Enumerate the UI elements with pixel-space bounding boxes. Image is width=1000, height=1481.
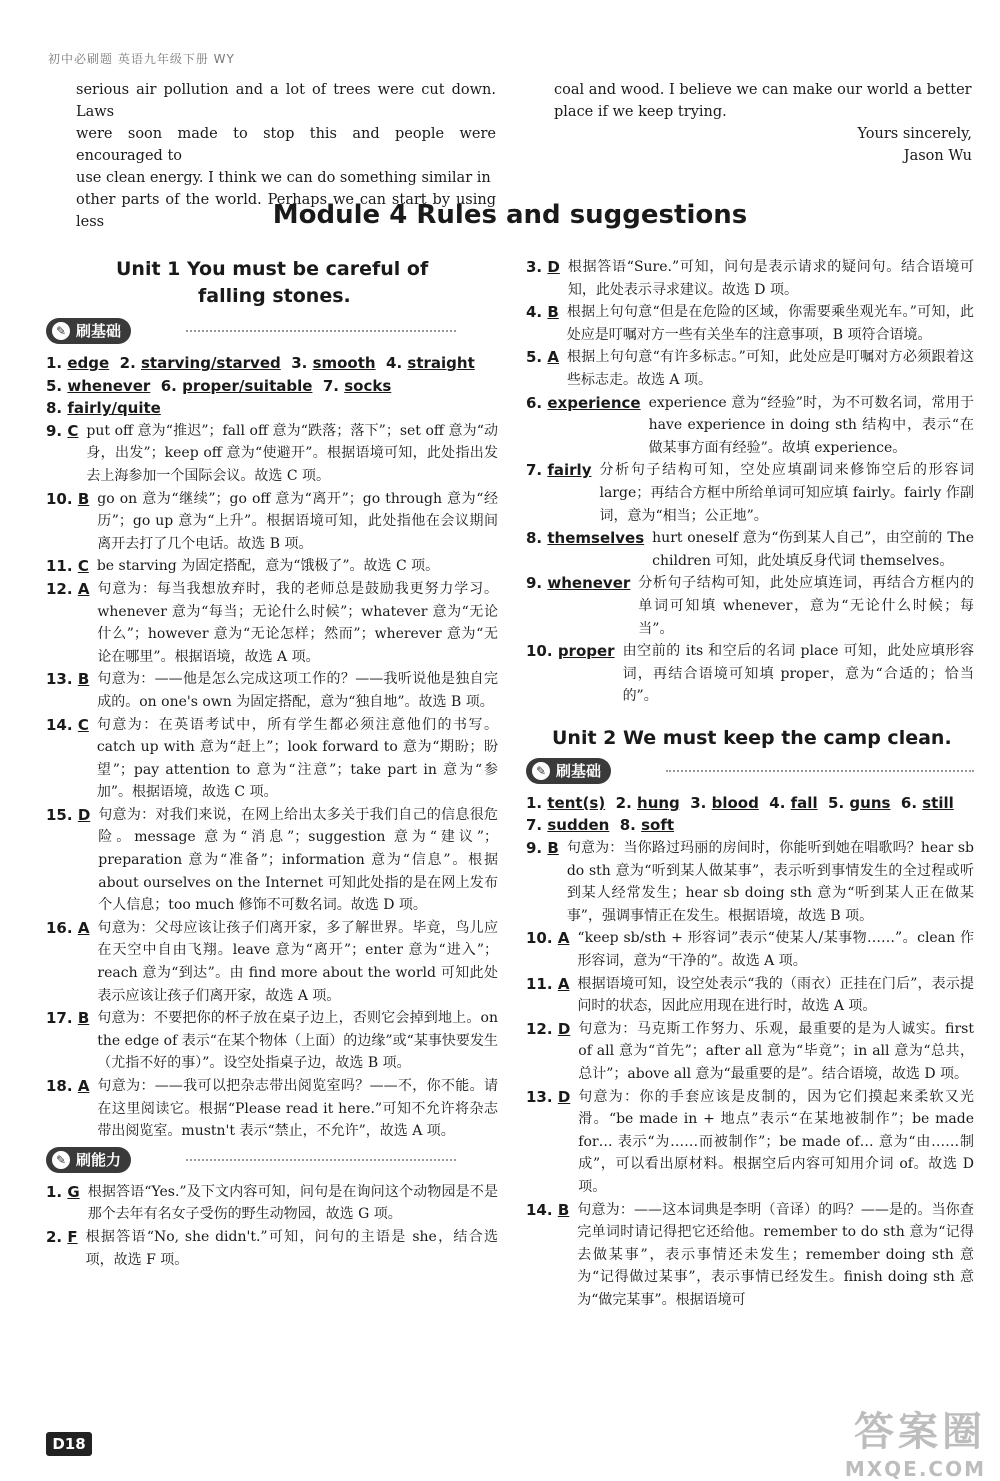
item-number: 3. [526,258,543,276]
explanation-item [46,578,498,668]
answer-number: 2. [119,354,141,372]
item-answer: B [547,839,559,858]
item-answer: G [67,1182,80,1201]
item-explanation: 分析句子结构可知，此处应填连词，再结合方框内的单词可知填 whenever，意为“无论什么时候；每当”。 [638,575,974,637]
item-explanation: hurt oneself 意为“伤到某人自己”，由空前的 The children 可知，此处填反身代词 themselves。 [652,530,974,569]
explanation-item [46,804,498,917]
explanation-item [526,527,974,572]
answer-line [526,814,974,837]
item-number: 6. [526,393,543,412]
unit1-title-line: falling stones. [198,285,351,307]
item-answer: fairly [547,461,592,480]
item-label [46,668,97,713]
explanation-item [46,1226,498,1271]
answer-word: hung [637,793,680,812]
explanation-item [46,1181,498,1226]
item-answer: C [77,557,89,576]
item-number: 11. [526,974,553,993]
left-answer-column [46,352,498,1271]
badge-wrapper [526,758,974,786]
watermark-text: 答案圈 [854,1409,986,1455]
unit1-title [116,256,456,310]
item-explanation: 由空前的 its 和空后的名词 place 可知，此处应填形容词，再结合语境可知填 proper，意为“合适的；恰当的”。 [622,643,974,705]
item-explanation: 根据答语“Sure.”可知，问句是表示请求的疑问句。结合语境可知，此处表示寻求建议。故选 D 项。 [567,259,974,298]
explanation-item [46,1075,498,1143]
item-number: 4. [526,303,543,322]
letter-line: use clean energy. I think we can do something similar in [76,170,491,186]
unit1-answer-lines [46,352,498,420]
item-label [526,572,638,640]
badge-label: 刷基础 [76,322,122,340]
item-label [46,1226,86,1271]
badge-label: 刷能力 [76,1150,122,1169]
answer-number: 6. [900,793,923,812]
unit1-title-line: Unit 1 You must be careful of [116,258,429,280]
unit2-items [526,837,974,1311]
page-number: D18 [46,1432,92,1456]
item-label [46,714,97,804]
explanation-item [526,1018,974,1086]
item-number: 14. [526,1200,553,1219]
answer-word: sudden [547,816,610,835]
answer-number: 2. [615,793,638,812]
item-label [526,527,652,572]
item-label [526,1018,578,1086]
answer-number: 3. [291,354,313,372]
section-badge-basic [46,318,456,346]
badge-pill [526,758,611,784]
explanation-item [526,392,974,460]
item-explanation: 句意为：每当我想放弃时，我的老师总是鼓励我更努力学习。whenever 意为“每当；无论什么时候”；whatever 意为“无论什么”；however 意为“无论怎样；然而”；wherever 意为“无论在哪里”。根据语境，故选 A 项。 [97,580,498,665]
answer-word: soft [641,816,675,835]
answer-word: tent(s) [547,793,606,812]
item-label [526,392,649,460]
running-head: 初中必刷题 英语九年级下册 WY [48,52,235,66]
answer-word: straight [407,354,475,372]
answer-number: 1. [46,354,68,372]
item-number: 1. [46,1182,63,1201]
item-label [526,301,567,346]
answer-word: blood [711,793,759,812]
item-explanation: 句意为：当你路过玛丽的房间时，你能听到她在唱歌吗？hear sb do sth 意为“听到某人做某事”，表示听到事情发生的全过程或听到某人经常发生；hear sb doing sth 意为“听到某人正在做某事”，强调事情正在发生。根据语境，故选 B 项。 [566,840,974,924]
item-explanation: 根据答语“Yes.”及下文内容可知，问句是在询问这个动物园是不是那个去年有名女子受伤的野生动物园，故选 G 项。 [87,1183,498,1223]
section-badge-basic-unit2 [526,758,974,788]
item-label [46,555,97,578]
item-label [46,420,86,488]
answer-number: 8. [46,399,68,418]
badge-pill [46,318,131,344]
item-label [46,1007,97,1075]
item-answer: themselves [547,529,645,548]
answer-number: 4. [386,354,408,372]
item-label [526,837,567,927]
explanation-item [526,1086,974,1199]
item-label [526,256,568,301]
item-label [46,804,98,917]
watermark-logo [845,1400,986,1481]
answer-word: fall [790,793,818,812]
item-answer: B [77,670,90,689]
item-number: 5. [526,348,543,367]
item-number: 10. [526,642,553,661]
item-answer: D [77,805,91,824]
item-answer: proper [557,642,615,661]
item-answer: A [77,918,90,937]
item-explanation: 句意为：——这本词典是李明（音译）的吗？——是的。当你查完单词时请记得把它还给他。remember to do sth 意为“记得去做某事”，表示事情还未发生；remember doing sth 意为“记得做过某事”，表示事情已经发生。finish doing sth 意为“做完某事”。根据语境可 [577,1201,974,1308]
answer-number: 5. [828,793,850,812]
item-label [526,973,577,1018]
item-number: 15. [46,805,73,824]
pencil-icon: ✎ [52,1151,70,1169]
explanation-item [526,1199,974,1312]
unit1-ability-items [46,1181,498,1271]
explanation-item [526,346,974,391]
unit2-title: Unit 2 We must keep the camp clean. [552,727,952,749]
item-answer: D [547,258,560,276]
item-answer: experience [547,393,641,412]
item-answer: A [547,348,559,367]
answer-line [526,792,974,815]
dotted-divider [186,1159,456,1161]
item-number: 17. [46,1009,73,1028]
explanation-item [526,459,974,527]
item-answer: C [77,715,89,734]
item-answer: B [77,1009,90,1028]
explanation-item [46,1007,498,1075]
letter-line: were soon made to stop this and people were encouraged to [76,126,496,164]
dotted-divider [666,770,974,772]
answer-number: 5. [46,376,68,395]
letter-right-column [554,79,972,167]
item-answer: D [557,1087,571,1106]
answer-number: 8. [619,816,642,835]
item-answer: A [77,579,90,598]
item-answer: F [67,1227,78,1246]
dotted-divider [186,330,456,332]
explanation-item [526,572,974,640]
item-label [46,1181,88,1226]
explanation-item [526,301,974,346]
answer-word: proper/suitable [182,376,313,395]
badge-label: 刷基础 [556,761,602,780]
item-explanation: 根据上句句意“但是在危险的区域，你需要乘坐观光车。”可知，此处应是叮嘱对方一些有关坐车的注意事项，B 项符合语境。 [566,304,974,343]
badge-pill [46,1147,131,1173]
item-explanation: go on 意为“继续”；go off 意为“离开”；go through 意为“经历”；go up 意为“上升”。根据语境可知，此处指他在会议期间离开去打了几个电话。故选 B 项。 [97,490,498,552]
item-label [46,578,97,668]
item-explanation: “keep sb/sth + 形容词”表示“使某人/某事物……”。clean 作形容词，意为“干净的”。故选 A 项。 [577,930,974,970]
unit2-answer-lines [526,792,974,837]
module-title: Module 4 Rules and suggestions [272,200,748,230]
item-explanation: 根据上句句意“有许多标志。”可知，此处应是叮嘱对方必须跟着这些标志走。故选 A 项。 [566,349,974,388]
item-explanation: 句意为：马克斯工作努力、乐观，最重要的是为人诚实。first of all 意为“首先”；after all 意为“毕竟”；in all 意为“总共，总计”；above all 意为“最重要的是”。结合语境，故选 D 项。 [578,1020,974,1082]
answer-number: 7. [526,816,548,835]
item-explanation: 分析句子结构可知，空处应填副词来修饰空后的形容词 large；再结合方框中所给单词可知应填 fairly。fairly 作副词，意为“相当；公正地”。 [599,462,974,524]
letter-line: other parts of the world. Perhaps we can start by using less [76,192,496,230]
item-label [46,1075,97,1143]
explanation-item [526,837,974,927]
item-label [526,927,577,972]
explanation-item [46,420,498,488]
item-explanation: put off 意为“推迟”；fall off 意为“跌落；落下”；set off 意为“动身，出发”；keep off 意为“使避开”。根据语境可知，此处指出发去上海参加一个国际会议。故选 C 项。 [86,422,498,484]
answer-word: still [922,793,954,812]
item-number: 13. [46,670,73,689]
watermark-url: MXQE.COM [844,1457,986,1481]
answer-number: 1. [526,793,548,812]
letter-signature: Jason Wu [903,148,972,164]
explanation-item [46,714,498,804]
answer-word: fairly/quite [67,399,161,418]
pencil-icon: ✎ [532,762,550,780]
item-explanation: experience 意为“经验”时，为不可数名词，常用于 have experience in doing sth 结构中，表示“在做某事方面有经验”。故填 experience。 [648,394,974,456]
explanation-item [46,488,498,556]
item-explanation: 句意为：——他是怎么完成这项工作的？——我听说他是独自完成的。on one's own 为固定搭配，意为“独自地”。故选 B 项。 [97,671,498,710]
item-number: 14. [46,715,73,734]
explanation-item [46,555,498,578]
item-label [526,1199,577,1312]
item-answer: B [77,489,90,508]
item-number: 2. [46,1227,63,1246]
item-answer: C [67,421,79,440]
answer-number: 3. [690,793,712,812]
item-number: 18. [46,1077,73,1095]
item-number: 8. [526,529,543,548]
answer-word: smooth [312,354,376,372]
answer-line [46,352,498,375]
item-answer: B [547,303,559,322]
item-answer: B [557,1200,570,1219]
item-number: 9. [46,421,63,440]
answer-word: guns [849,793,891,812]
item-number: 12. [526,1019,553,1038]
item-number: 10. [46,489,73,508]
answer-number: 6. [160,376,183,395]
explanation-item [526,973,974,1018]
item-explanation: 句意为：在英语考试中，所有学生都必须注意他们的书写。catch up with 意为“赶上”；look forward to 意为“期盼；盼望”；pay attention to 意为“注意”；take part in 意为“参加”。根据语境，故选 C 项。 [96,716,498,801]
item-explanation: 句意为：不要把你的杯子放在桌子边上，否则它会掉到地上。on the edge of 表示“在某个物体（上面）的边缘”或“某事快要发生（尤指不好的事）”。设空处指桌子边，故选 B 项。 [97,1010,498,1072]
item-explanation: 句意为：——我可以把杂志带出阅览室吗？——不，你不能。请在这里阅读它。根据“Please read it here.”可知不允许将杂志带出阅览室。mustn't 表示“禁止，不允许”，故选 A 项。 [97,1078,498,1140]
section-badge-ability [46,1147,498,1177]
item-explanation: 根据答语“No, she didn't.”可知，问句的主语是 she，结合选项，故选 F 项。 [85,1228,498,1268]
item-number: 11. [46,557,73,576]
item-explanation: 句意为：父母应该让孩子们离开家，多了解世界。毕竟，鸟儿应在天空中自由飞翔。leave 意为“离开”；enter 意为“进入”；reach 意为“到达”。由 find more about the world 可知此处表示应该让孩子们离开家，故选 A 项。 [97,919,498,1004]
answer-word: starving/starved [141,354,281,372]
answer-word: socks [344,376,392,395]
item-label [526,640,623,708]
item-explanation: 句意为：对我们来说，在网上给出太多关于我们自己的信息很危险。message 意为“消息”；suggestion 意为“建议”；preparation 意为“准备”；information 意为“信息”。根据 about ourselves on the Internet 可知此处指的是在网上发布个人信息；too much 修饰不可数名词。故选 D 项。 [98,806,498,914]
unit1-ability-items-continued [526,256,974,708]
item-explanation: 根据语境可知，设空处表示“我的（雨衣）正挂在门后”，表示提问时的状态，因此应用现在进行时，故选 A 项。 [577,975,974,1015]
explanation-item [526,640,974,708]
answer-word: whenever [67,376,151,395]
letter-line: coal and wood. I believe we can make our world a better [554,82,972,98]
item-label [46,488,97,556]
item-number: 16. [46,918,73,937]
item-label [526,459,599,527]
item-answer: whenever [547,574,631,593]
letter-line: place if we keep trying. [554,104,727,120]
answer-number: 7. [322,376,345,395]
item-explanation: 句意为：你的手套应该是皮制的，因为它们摸起来柔软又光滑。“be made in + 地点”表示“在某地被制作”；be made for… 表示“为……而被制作”；be made of… 意为“由……制成”，可以看出原材料。根据空后内容可知用介词 of。故选 D 项。 [578,1088,974,1195]
item-explanation: be starving 为固定搭配，意为“饿极了”。故选 C 项。 [96,558,440,575]
badge-wrapper [46,1147,456,1175]
item-number: 9. [526,574,543,593]
item-label [526,1086,578,1199]
item-number: 7. [526,461,543,480]
item-number: 9. [526,839,543,858]
letter-line: serious air pollution and a lot of trees were cut down. Laws [76,82,496,120]
right-answer-column [526,256,974,1312]
item-answer: A [557,974,570,993]
answer-number: 4. [769,793,791,812]
item-answer: A [557,929,570,948]
item-answer: D [557,1019,571,1038]
explanation-item [46,668,498,713]
letter-closing: Yours sincerely, [857,126,972,142]
answer-line [46,397,498,420]
answer-line [46,375,498,398]
item-answer: A [77,1077,90,1095]
pencil-icon: ✎ [52,322,70,340]
explanation-item [46,917,498,1007]
item-label [526,346,567,391]
item-number: 12. [46,579,73,598]
item-number: 13. [526,1087,553,1106]
answer-word: edge [67,354,110,372]
item-number: 10. [526,929,553,948]
unit1-items [46,420,498,1143]
explanation-item [526,256,974,301]
explanation-item [526,927,974,972]
item-label [46,917,97,1007]
